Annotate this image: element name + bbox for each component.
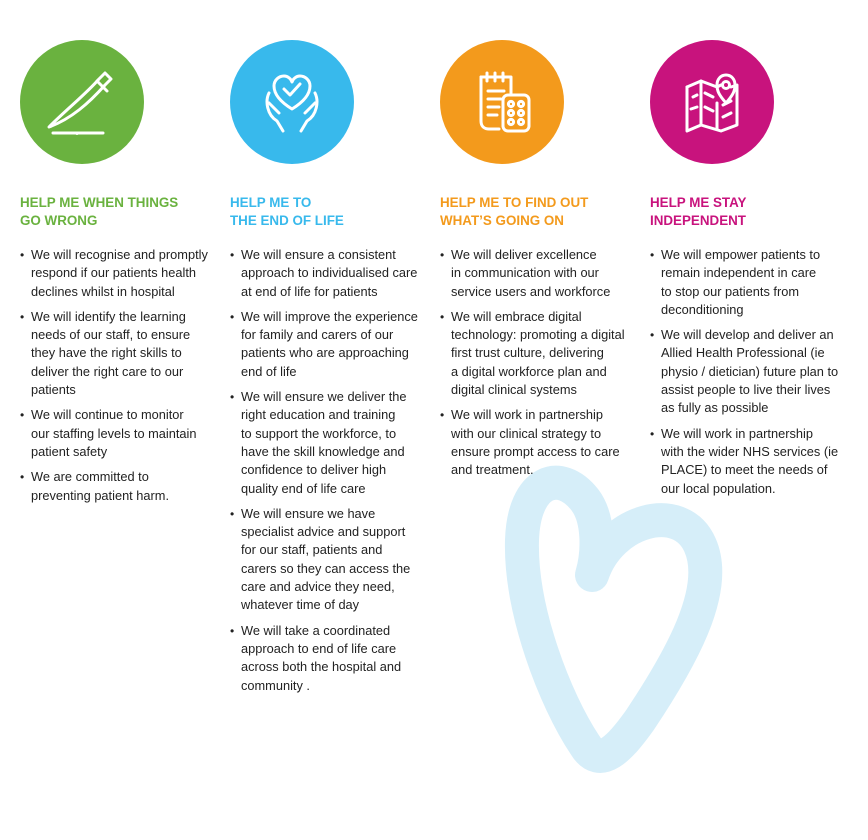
bullet-list [440, 246, 640, 480]
list-item: • We will ensure we deliver the right education and training to support the workforce, to have the skill knowledge and confidence to deliver high quality end of life care [230, 388, 430, 498]
column-end-of-life [230, 40, 430, 702]
scalpel-icon [37, 57, 127, 147]
map-pin-icon [667, 57, 757, 147]
heart-hands-icon [247, 57, 337, 147]
list-item: • We will empower patients to remain independent in care to stop our patients from deconditioning [650, 246, 850, 319]
list-item: • We will work in partnership with the wider NHS services (ie PLACE) to meet the needs of our local population. [650, 425, 850, 498]
list-item: • We will recognise and promptly respond if our patients health declines whilst in hospital [20, 246, 220, 301]
list-item: • We will improve the experience for family and carers of our patients who are approaching end of life [230, 308, 430, 381]
list-item: • We will ensure we have specialist advice and support for our staff, patients and carers so they can access the care and advice they need, whatever time of day [230, 505, 430, 615]
list-item: • We are committed to preventing patient harm. [20, 468, 220, 505]
list-item: • We will deliver excellence in communication with our service users and workforce [440, 246, 640, 301]
icon-circle-magenta [650, 40, 774, 164]
bullet-list [230, 246, 430, 695]
list-item: • We will work in partnership with our clinical strategy to ensure prompt access to care and treatment. [440, 406, 640, 479]
list-item: • We will embrace digital technology: promoting a digital first trust culture, delivering a digital workforce plan and digital clinical systems [440, 308, 640, 399]
list-item: • We will ensure a consistent approach to individualised care at end of life for patients [230, 246, 430, 301]
column-find-out-whats-going-on [440, 40, 640, 487]
icon-circle-green [20, 40, 144, 164]
bullet-list [650, 246, 850, 498]
clipboard-pills-icon [457, 57, 547, 147]
list-item: • We will identify the learning needs of our staff, to ensure they have the right skills to deliver the right care to our patients [20, 308, 220, 399]
column-heading: HELP ME WHEN THINGS GO WRONG [20, 195, 179, 228]
column-when-things-go-wrong [20, 40, 220, 512]
icon-circle-blue [230, 40, 354, 164]
list-item: • We will continue to monitor our staffing levels to maintain patient safety [20, 406, 220, 461]
column-heading: HELP ME TO FIND OUT WHAT’S GOING ON [440, 195, 589, 228]
list-item: • We will take a coordinated approach to end of life care across both the hospital and community . [230, 622, 430, 695]
column-heading: HELP ME TO THE END OF LIFE [230, 195, 344, 228]
icon-circle-orange [440, 40, 564, 164]
column-stay-independent [650, 40, 850, 505]
column-heading: HELP ME STAY INDEPENDENT [650, 195, 747, 228]
bullet-list [20, 246, 220, 505]
list-item: • We will develop and deliver an Allied Health Professional (ie physio / dietician) future plan to assist people to live their lives as fully as possible [650, 326, 850, 417]
